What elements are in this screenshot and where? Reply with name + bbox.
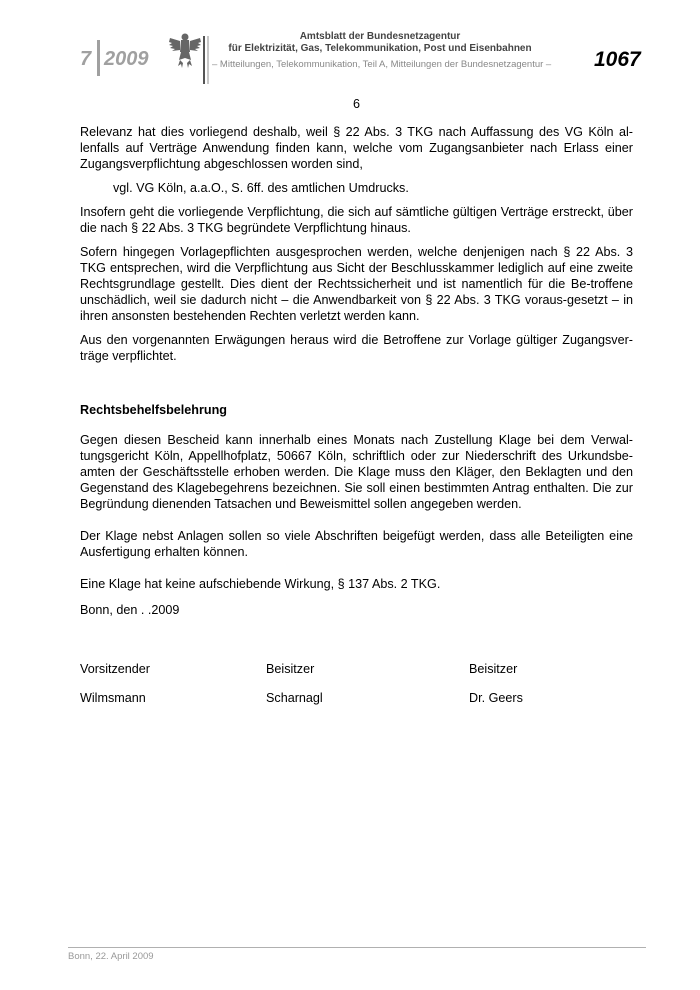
publication-title: Amtsblatt der Bundesnetzagentur: [299, 31, 461, 42]
page-number: 1067: [594, 48, 641, 71]
paragraph: Der Klage nebst Anlagen sollen so viele Abschriften beigefügt werden, dass alle Beteiligten eine Ausfertigung erhalten können.: [80, 529, 633, 559]
citation: vgl. VG Köln, a.a.O., S. 6ff. des amtlichen Umdrucks.: [113, 181, 409, 195]
paragraph: Insofern geht die vorliegende Verpflichtung, die sich auf sämtliche gültigen Verträge erstreckt, über die nach § 22 Abs. 3 TKG begründete Verpflichtung hinaus.: [80, 205, 633, 235]
section-heading: Rechtsbehelfsbelehrung: [80, 403, 227, 417]
header-divider-dark: [203, 36, 205, 84]
issue-year: 2009: [104, 48, 149, 70]
issue-divider: [97, 40, 100, 76]
paragraph: Sofern hingegen Vorlagepflichten ausgesprochen werden, welche denjenigen nach § 22 Abs. 3 TKG entsprechen, wird die Verpflichtung aus Sicht der Beschlusskammer lediglich auf eine zweite Rechtsgrundlage gestellt. Dies dient der Rechtssicherheit und ist namentlich für die Be-troffene unschädlich, weil sie dadurch nicht – die Anwendbarkeit von § 22 Abs. 3 TKG voraus-gesetzt – in ihren ansonsten bestehenden Rechten verletzt werden kann.: [80, 245, 633, 323]
federal-eagle-icon: [168, 30, 202, 70]
signatory-name: Scharnagl: [266, 691, 323, 705]
issue-number: 7: [80, 48, 92, 70]
signatory-role: Beisitzer: [469, 662, 518, 676]
signatory-role: Beisitzer: [266, 662, 315, 676]
footer-divider: [68, 947, 646, 948]
paragraph: Eine Klage hat keine aufschiebende Wirkung, § 137 Abs. 2 TKG.: [80, 577, 441, 591]
footer-date: Bonn, 22. April 2009: [68, 951, 154, 962]
signatory-name: Wilmsmann: [80, 691, 146, 705]
place-date: Bonn, den . .2009: [80, 603, 180, 617]
signatory-role: Vorsitzender: [80, 662, 151, 676]
section-subtitle: – Mitteilungen, Telekommunikation, Teil A, Mitteilungen der Bundesnetzagentur –: [212, 59, 552, 70]
signatory-name: Dr. Geers: [469, 691, 523, 705]
document-body: [80, 96, 633, 600]
page-header: [0, 0, 700, 90]
page-marker: 6: [352, 97, 360, 111]
paragraph: Aus den vorgenannten Erwägungen heraus wird die Betroffene zur Vorlage gültiger Zugangsver-träge verpflichtet.: [80, 333, 633, 363]
publication-subtitle: für Elektrizität, Gas, Telekommunikation, Post und Eisenbahnen: [228, 43, 532, 54]
paragraph: Gegen diesen Bescheid kann innerhalb eines Monats nach Zustellung Klage bei dem Verwal-tungsgericht Köln, Appellhofplatz, 50667 Köln, schriftlich oder zur Niederschrift des Urkundsbe-amten der Geschäftsstelle erhoben werden. Die Klage muss den Kläger, den Beklagten und den Gegenstand des Klagebegehrens bezeichnen. Sie soll einen bestimmten Antrag enthalten. Die zur Begründung dienenden Tatsachen und Beweismittel sollen angegeben werden.: [80, 433, 633, 511]
header-divider-light: [207, 36, 209, 84]
paragraph: Relevanz hat dies vorliegend deshalb, weil § 22 Abs. 3 TKG nach Auffassung des VG Köln al-lenfalls auf Verträge Anwendung finden kann, welche vom Zugangsanbieter nach Erlass einer Zugangsverpflichtung abgeschlossen worden sind,: [80, 125, 633, 171]
